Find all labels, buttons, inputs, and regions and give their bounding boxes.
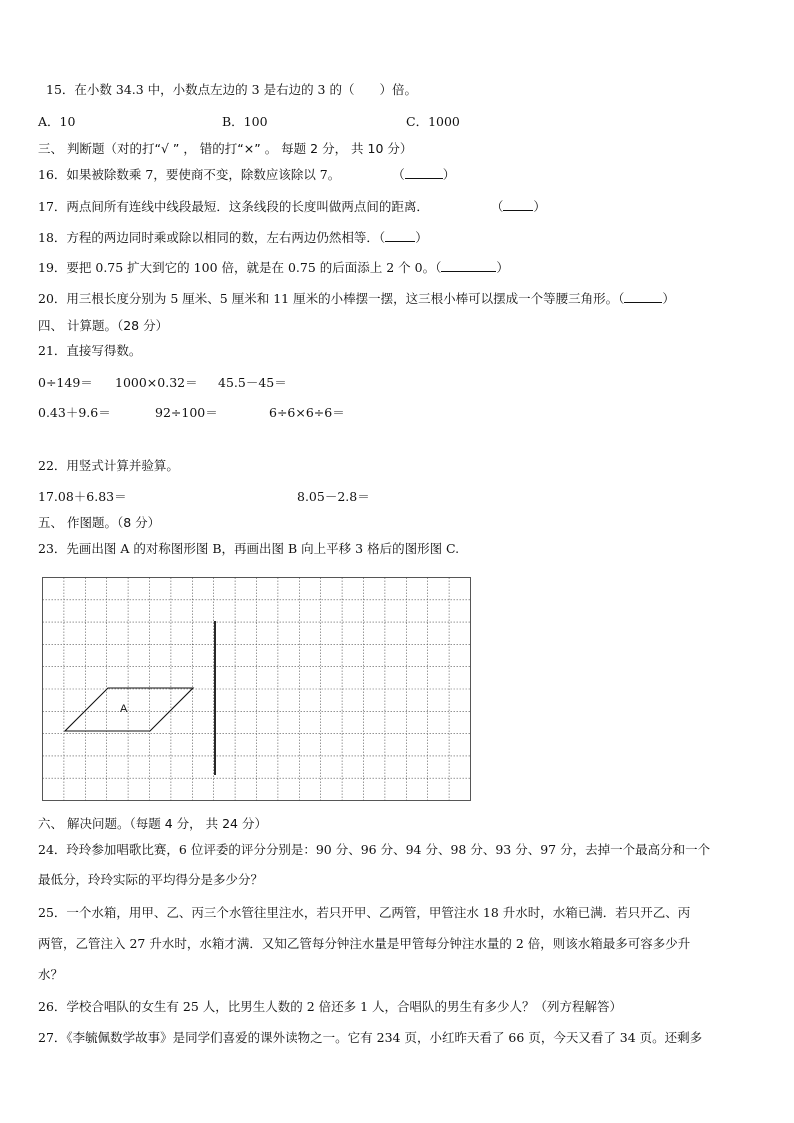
option-a: A．10	[38, 114, 76, 129]
section-4-title: 四、 计算题。（28 分）	[38, 318, 169, 333]
bracket-open: （	[618, 291, 625, 306]
section-5-title: 五、 作图题。（8 分）	[38, 515, 161, 530]
question-17	[38, 199, 546, 215]
question-15: 15．在小数 34.3 中，小数点左边的 3 是右边的 3 的（ ）倍。	[46, 82, 417, 97]
answer-blank[interactable]	[624, 291, 662, 303]
question-20-text: 20．用三根长度分别为 5 厘米、5 厘米和 11 厘米的小棒摆一摆，这三根小棒可以摆成一个等腰三角形。	[38, 291, 619, 306]
section-3-title: 三、 判断题（对的打“√ ” ， 错的打“×” 。 每题 2 分， 共 10 分）	[38, 141, 413, 156]
question-25-line-3: 水？	[38, 967, 64, 982]
answer-blank[interactable]	[441, 260, 496, 272]
bracket-close: ）	[662, 291, 675, 306]
shape-a-label: A	[120, 703, 128, 715]
question-17-text: 17．两点间所有连线中线段最短．这条线段的长度叫做两点间的距离．	[38, 199, 429, 214]
vertical-calc-item: 8.05－2.8＝	[297, 489, 370, 504]
question-19-text: 19．要把 0.75 扩大到它的 100 倍，就是在 0.75 的后面添上 2 个 0。	[38, 260, 436, 275]
question-25-line-2: 两管，乙管注入 27 升水时，水箱才满．又知乙管每分钟注水量是甲管每分钟注水量的 2 倍，则该水箱最多可容多少升	[38, 936, 691, 951]
question-22: 22．用竖式计算并验算。	[38, 458, 179, 473]
question-24-line-1: 24．玲玲参加唱歌比赛，6 位评委的评分分别是：90 分、96 分、94 分、98 分、93 分、97 分，去掉一个最高分和一个	[38, 842, 711, 857]
section-6-title: 六、 解决问题。（每题 4 分， 共 24 分）	[38, 816, 267, 831]
question-27: 27．《李毓佩数学故事》是同学们喜爱的课外读物之一。它有 234 页，小红昨天看了 66 页，今天又看了 34 页。还剩多	[38, 1030, 703, 1045]
question-18	[38, 230, 428, 246]
question-24-line-2: 最低分，玲玲实际的平均得分是多少分？	[38, 872, 264, 887]
question-16-text: 16．如果被除数乘 7，要使商不变，除数应该除以 7。	[38, 167, 341, 182]
parallelogram-a	[65, 688, 193, 731]
question-25-line-1: 25．一个水箱，用甲、乙、丙三个水管往里注水，若只开甲、乙两管，甲管注水 18 升水时，水箱已满．若只开乙、丙	[38, 905, 691, 920]
vertical-calc-item: 17.08＋6.83＝	[38, 489, 127, 504]
bracket-close: ）	[496, 260, 509, 275]
question-26: 26．学校合唱队的女生有 25 人，比男生人数的 2 倍还多 1 人，合唱队的男生有多少人？（列方程解答）	[38, 999, 623, 1014]
question-23: 23．先画出图 A 的对称图形图 B，再画出图 B 向上平移 3 格后的图形图 C.	[38, 541, 460, 556]
answer-blank[interactable]	[385, 230, 415, 242]
calc-item: 0.43＋9.6＝	[38, 405, 111, 420]
bracket-close: ）	[415, 230, 428, 245]
bracket-open: （	[490, 199, 504, 214]
option-c: C．1000	[406, 114, 460, 129]
question-16	[38, 167, 455, 183]
option-b: B．100	[222, 114, 268, 129]
calc-item: 45.5－45＝	[218, 375, 287, 390]
question-21: 21．直接写得数。	[38, 343, 142, 358]
bracket-close: ）	[442, 167, 456, 182]
calc-item: 1000×0.32＝	[115, 375, 198, 390]
bracket-open: （	[378, 230, 386, 245]
bracket-open: （	[392, 167, 405, 182]
bracket-close: ）	[533, 199, 546, 214]
calc-item: 0÷149＝	[38, 375, 93, 390]
calc-item: 6÷6×6÷6＝	[269, 405, 345, 420]
question-20	[38, 291, 675, 307]
answer-blank[interactable]	[405, 167, 443, 179]
question-18-text: 18．方程的两边同时乘或除以相同的数，左右两边仍然相等．	[38, 230, 379, 245]
answer-blank[interactable]	[503, 199, 533, 211]
question-19	[38, 260, 509, 276]
grid-figure	[41, 576, 472, 802]
bracket-open: （	[435, 260, 442, 275]
calc-item: 92÷100＝	[155, 405, 218, 420]
